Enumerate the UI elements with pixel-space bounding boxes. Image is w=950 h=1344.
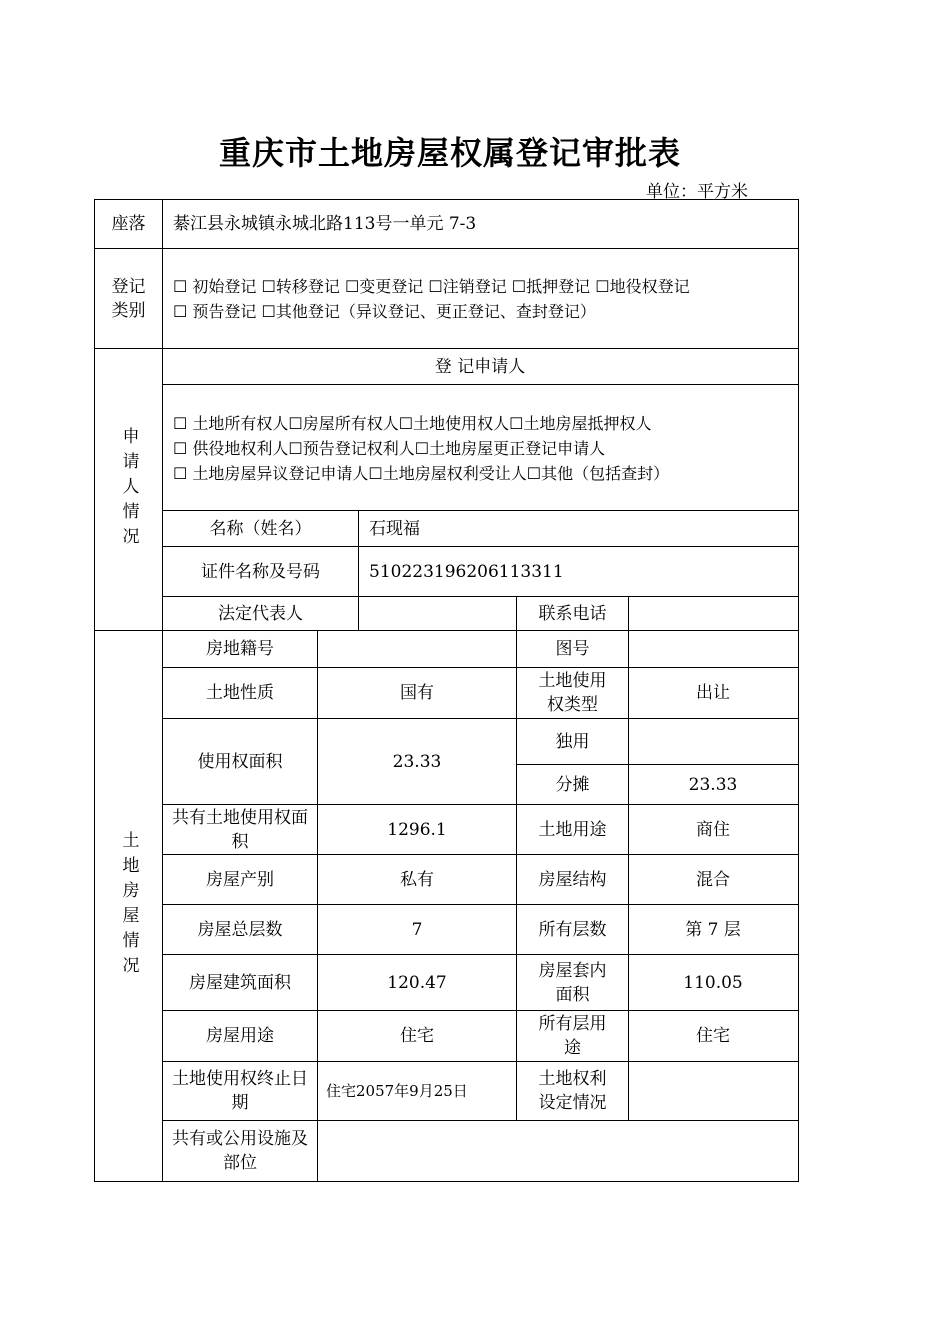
applicant-options-line3[interactable]: ☐ 土地房屋异议登记申请人☐土地房屋权利受让人☐其他（包括查封） — [173, 464, 670, 483]
building-area-value: 120.47 — [387, 972, 447, 993]
map-label: 图号 — [555, 639, 590, 659]
floor-value: 第 7 层 — [685, 919, 741, 940]
facilities-value — [318, 1121, 797, 1180]
cadastral-value — [318, 631, 516, 667]
use-type-value: 出让 — [696, 683, 730, 703]
id-label: 证件名称及号码 — [201, 561, 320, 582]
total-floors-value: 7 — [411, 919, 423, 940]
property-side-label-text: 土地房屋情况 — [118, 830, 139, 981]
inner-area-label: 房屋套内面积 — [538, 960, 607, 1005]
applicant-options-line2[interactable]: ☐ 供役地权利人☐预告登记权利人☐土地房屋更正登记申请人 — [173, 439, 606, 458]
structure-value: 混合 — [696, 869, 730, 890]
land-nature-label: 土地性质 — [206, 683, 274, 703]
cadastral-label: 房地籍号 — [206, 639, 274, 659]
reg-type-label — [95, 249, 162, 348]
row-divider — [94, 248, 798, 249]
house-type-value: 私有 — [400, 869, 434, 890]
exclusive-value — [629, 719, 797, 764]
land-use-value: 商住 — [696, 819, 730, 840]
reg-type-options-line2[interactable]: ☐ 预告登记 ☐其他登记（异议登记、更正登记、查封登记） — [173, 302, 596, 321]
name-label: 名称（姓名） — [209, 518, 312, 539]
common-area-value: 1296.1 — [387, 819, 447, 840]
rights-value — [629, 1062, 797, 1120]
floor-use-label: 所有层用途 — [538, 1014, 607, 1058]
row-divider — [162, 384, 798, 385]
land-use-label: 土地用途 — [538, 819, 607, 840]
total-floors-label: 房屋总层数 — [197, 919, 283, 940]
end-date-value: 住宅2057年9月25日 — [326, 1082, 468, 1100]
structure-label: 房屋结构 — [538, 869, 607, 890]
land-nature-value: 国有 — [400, 683, 434, 703]
unit-label: 单位：平方米 — [646, 182, 748, 202]
legal-rep-label: 法定代表人 — [218, 603, 303, 624]
legal-rep-value — [359, 597, 516, 630]
id-value: 510223196206113311 — [369, 561, 564, 582]
facilities-label: 共有或公用设施及部位 — [172, 1128, 308, 1173]
name-value: 石现福 — [369, 518, 420, 539]
location-label: 座落 — [111, 214, 146, 234]
applicant-side-label — [95, 349, 162, 630]
location-value: 綦江县永城镇永城北路113号一单元 7-3 — [173, 214, 477, 234]
property-side-label — [95, 631, 162, 1180]
applicant-header: 登 记申请人 — [434, 356, 526, 377]
house-type-label: 房屋产别 — [206, 869, 274, 890]
common-area-label: 共有土地使用权面积 — [172, 807, 308, 852]
house-use-label: 房屋用途 — [206, 1026, 274, 1046]
use-area-label: 使用权面积 — [197, 751, 283, 772]
phone-label: 联系电话 — [538, 603, 607, 624]
applicant-side-label-text: 申请人情况 — [118, 427, 139, 552]
page-title: 重庆市土地房屋权属登记审批表 — [218, 134, 681, 172]
applicant-options-line1[interactable]: ☐ 土地所有权人☐房屋所有权人☐土地使用权人☐土地房屋抵押权人 — [173, 414, 652, 433]
rights-label: 土地权利设定情况 — [538, 1069, 607, 1113]
house-use-value: 住宅 — [400, 1026, 434, 1046]
reg-type-label-line1: 登记 — [111, 276, 146, 297]
reg-type-label-line2: 类别 — [111, 300, 146, 321]
inner-area-value: 110.05 — [683, 972, 743, 993]
shared-label: 分摊 — [555, 774, 590, 795]
building-area-label: 房屋建筑面积 — [189, 972, 291, 993]
shared-value: 23.33 — [688, 774, 738, 795]
floor-label: 所有层数 — [538, 919, 607, 940]
use-type-label: 土地使用权类型 — [538, 671, 607, 715]
exclusive-label: 独用 — [555, 731, 590, 752]
end-date-label: 土地使用权终止日期 — [172, 1069, 308, 1113]
floor-use-value: 住宅 — [696, 1026, 730, 1046]
reg-type-options-line1[interactable]: ☐ 初始登记 ☐转移登记 ☐变更登记 ☐注销登记 ☐抵押登记 ☐地役权登记 — [173, 277, 690, 296]
phone-value — [629, 597, 797, 630]
map-value — [629, 631, 797, 667]
use-area-value: 23.33 — [392, 751, 442, 772]
